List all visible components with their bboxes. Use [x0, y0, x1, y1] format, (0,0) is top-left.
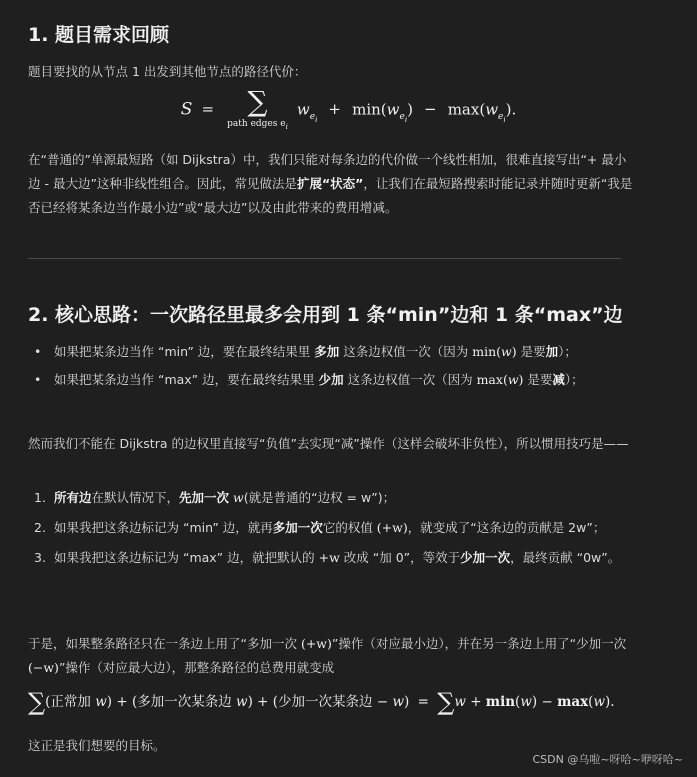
- steps-list: [28, 486, 628, 576]
- technique-paragraph: 然而我们不能在 Dijkstra 的边权里直接写“负值”去实现“减”操作（这样会破坏非负性），所以惯用技巧是——: [28, 436, 629, 451]
- csdn-watermark: CSDN @乌啦~呀哈~咿呀哈~: [532, 753, 683, 766]
- closing-sentence: 这正是我们想要的目标。: [28, 738, 166, 753]
- list-item: 3. 如果我把这条边标记为 “max” 边，就把默认的 +w 改成 “加 0”，等效于少加一次，最终贡献 “0w”。: [34, 550, 621, 565]
- formula-path-cost: S = ∑ path edges $e_i$ $w_{e_i} + \min(w_{e_i}) - \max(w_{e_i})$.: [180, 85, 517, 131]
- section1-heading: 1. 题目需求回顾: [28, 24, 170, 46]
- list-item: 1. 所有边在默认情况下，先加一次 w(就是普通的“边权 = w”)；: [34, 490, 396, 505]
- list-item: • 如果把某条边当作 “min” 边，要在最终结果里 多加 这条边权值一次（因为 min(w) 是要加）；: [28, 340, 628, 364]
- formula-total-cost: ∑(正常加 w) + (多加一次某条边 w) + (少加一次某条边 − w) = ∑w + min(w) − max(w).: [28, 688, 615, 716]
- total-cost-paragraph: 于是，如果整条路径只在一条边上用了“多加一次 (+w)”操作（对应最小边），并在另一条边上用了“少加一次 (−w)”操作（对应最大边），那整条路径的总费用就变成: [28, 636, 627, 675]
- section1-intro: 题目要找的从节点 1 出发到其他节点的路径代价：: [28, 64, 307, 79]
- min-max-bullet-list: [28, 340, 628, 396]
- list-item: • 如果把某条边当作 “max” 边，要在最终结果里 少加 这条边权值一次（因为 max(w) 是要减）；: [28, 368, 628, 392]
- section-divider: [28, 258, 621, 259]
- section1-paragraph: 在“普通的”单源最短路（如 Dijkstra）中，我们只能对每条边的代价做一个线性相加，很难直接写出“+ 最小边 - 最大边”这种非线性组合。因此，常见做法是扩展“状态”，让我们在最短路搜索时能记录并随时更新“我是否已经将某条边当作最小边”或“最大边”以及由此带来的费用增减。: [28, 152, 633, 215]
- section2-heading: 2. 核心思路：一次路径里最多会用到 1 条“min”边和 1 条“max”边: [28, 304, 623, 326]
- list-item: 2. 如果我把这条边标记为 “min” 边，就再多加一次它的权值 (+w)，就变成了“这条边的贡献是 2w”；: [34, 520, 606, 535]
